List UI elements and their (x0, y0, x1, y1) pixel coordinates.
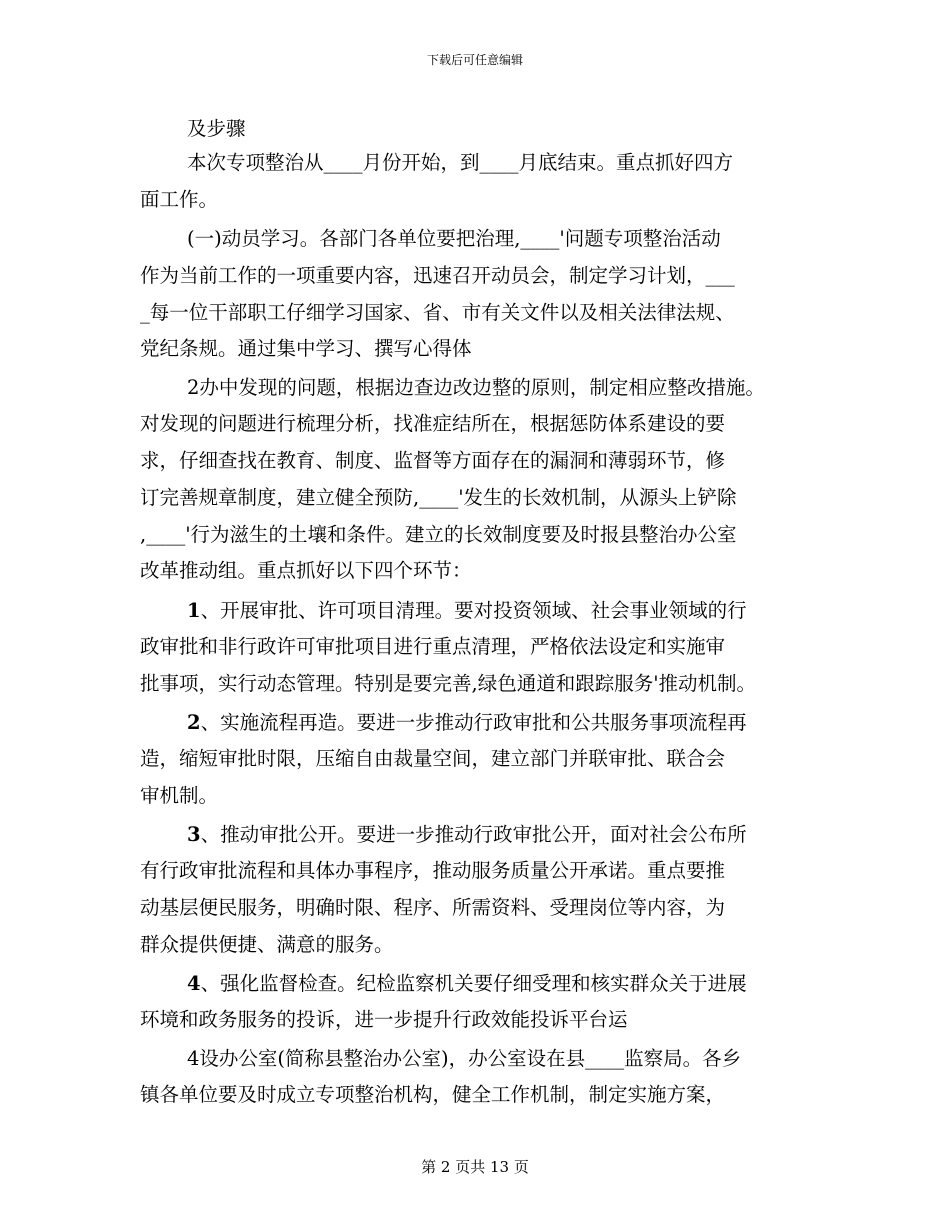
text-line: (一)动员学习。各部门各单位要把治理,____'问题专项整治活动 (187, 227, 721, 250)
text-line: 本次专项整治从____月份开始，到____月底结束。重点抓好四方 (187, 151, 734, 174)
text-line: 群众提供便捷、满意的服务。 (140, 933, 394, 956)
text-line: 党纪条规。通过集中学习、撰写心得体 (140, 337, 472, 360)
text-line: 镇各单位要及时成立专项整治机构，健全工作机制，制定实施方案， (140, 1083, 726, 1106)
text-line: 动基层便民服务，明确时限、程序、所需资料、受理岗位等内容，为 (140, 896, 726, 919)
text-line: 2办中发现的问题，根据边查边改边整的原则，制定相应整改措施。 (187, 376, 765, 399)
text-line: 4、强化监督检查。纪检监察机关要仔细受理和核实群众关于进展 (187, 972, 747, 995)
list-number: 4 (187, 972, 201, 995)
text-line: 2、实施流程再造。要进一步推动行政审批和公共服务事项流程再 (187, 711, 747, 734)
text-line: 作为当前工作的一项重要内容，迅速召开动员会，制定学习计划，___ (140, 264, 735, 287)
text-line: 批事项，实行动态管理。特别是要完善,绿色通道和跟踪服务'推动机制。 (140, 672, 757, 695)
text-line: 审机制。 (140, 784, 219, 807)
text-line: 及步骤 (187, 117, 246, 140)
text-line: 环境和政务服务的投诉，进一步提升行政效能投诉平台运 (140, 1008, 628, 1031)
text-line: 对发现的问题进行梳理分析，找准症结所在，根据惩防体系建设的要 (140, 412, 726, 435)
text-line: 造，缩短审批时限，压缩自由裁量空间，建立部门并联审批、联合会 (140, 747, 726, 770)
list-number: 2 (187, 711, 201, 734)
list-number: 1 (187, 599, 201, 622)
list-number: 3 (187, 823, 201, 846)
text-line: 1、开展审批、许可项目清理。要对投资领域、社会事业领域的行 (187, 599, 747, 622)
text-line: 面工作。 (140, 188, 219, 211)
text-line: 有行政审批流程和具体办事程序，推动服务质量公开承诺。重点要推 (140, 859, 726, 882)
text-line: 求，仔细查找在教育、制度、监督等方面存在的漏洞和薄弱环节，修 (140, 449, 726, 472)
text-line: 4设办公室(简称县整治办公室)，办公室设在县____监察局。各乡 (187, 1047, 742, 1070)
text-line: ,____'行为滋生的土壤和条件。建立的长效制度要及时报县整治办公室 (140, 523, 737, 546)
text-line: _每一位干部职工仔细学习国家、省、市有关文件以及相关法律法规、 (140, 301, 735, 324)
page-number: 第 2 页共 13 页 (421, 1158, 529, 1176)
page-header: 下载后可任意编辑 (426, 53, 523, 67)
text-line: 政审批和非行政许可审批项目进行重点清理，严格依法设定和实施审 (140, 635, 726, 658)
text-line: 订完善规章制度，建立健全预防,____'发生的长效机制，从源头上铲除 (140, 486, 737, 509)
text-line: 3、推动审批公开。要进一步推动行政审批公开，面对社会公布所 (187, 823, 747, 846)
text-line: 改革推动组。重点抓好以下四个环节： (140, 559, 472, 582)
